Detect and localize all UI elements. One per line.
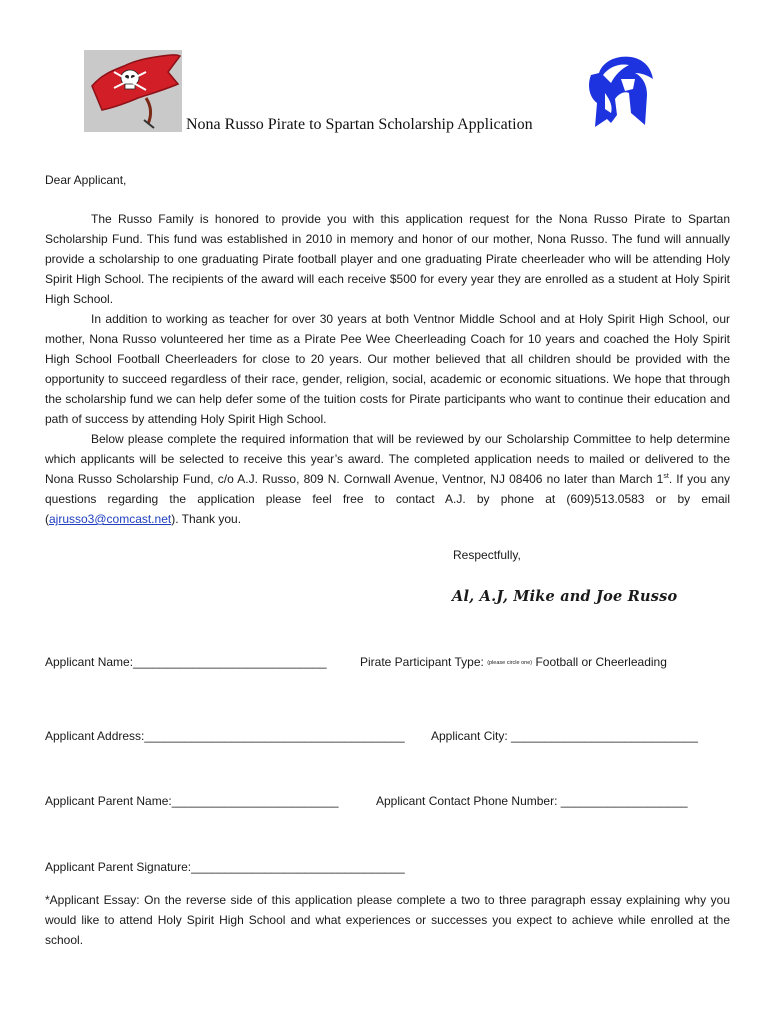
participant-type-field[interactable]: [360, 654, 667, 671]
ordinal-suffix: st: [663, 473, 669, 480]
applicant-name-field[interactable]: Applicant Name:_____________________________: [45, 655, 327, 669]
letter-closing: Respectfully,: [453, 548, 521, 562]
letter-paragraph-3: [45, 429, 730, 529]
letter-body: [45, 170, 730, 529]
essay-instructions: *Applicant Essay: On the reverse side of this application please complete a two to three paragraph essay explaining why you would like to attend Holy Spirit High School and what experiences or successes you expect to achieve while enrolled at the school.: [45, 893, 730, 947]
parent-name-field[interactable]: Applicant Parent Name:_________________________: [45, 794, 339, 808]
letter-paragraph-1: The Russo Family is honored to provide you with this application request for the Nona Russo Pirate to Spartan Scholarship Fund. This fund was established in 2010 in memory and honor of our mother, Nona Russo. The fund will annually provide a scholarship to one graduating Pirate football player and one graduating Pirate cheerleader who will be attending Holy Spirit High School. The recipients of the award will each receive $500 for every year they are enrolled as a student at Holy Spirit High School.: [45, 212, 730, 306]
applicant-address-field[interactable]: Applicant Address:_______________________________________: [45, 729, 405, 743]
paragraph-3-text-b: . If you any questions regarding the application please feel free to contact A.J. by phone at (609)513.0583 or by email (: [45, 472, 730, 526]
participant-type-hint: (please circle one): [487, 659, 533, 666]
parent-signature-field[interactable]: Applicant Parent Signature:________________________________: [45, 860, 405, 874]
participant-type-options[interactable]: Football or Cheerleading: [535, 655, 667, 669]
pirate-flag-logo: [84, 50, 182, 132]
participant-type-label: Pirate Participant Type:: [360, 655, 484, 669]
paragraph-3-text-a: Below please complete the required information that will be reviewed by our Scholarship Committee to help determine which applicants will be selected to receive this year’s award. The completed application needs to mailed or delivered to the Nona Russo Scholarship Fund, c/o A.J. Russo, 809 N. Cornwall Avenue, Ventnor, NJ 08406 no later than March 1: [45, 432, 730, 486]
letter-greeting: Dear Applicant,: [45, 173, 127, 187]
pirate-flag-icon: [84, 50, 182, 132]
letter-signature: Al, A.J, Mike and Joe Russo: [452, 588, 678, 605]
spartan-helmet-logo: [585, 53, 655, 129]
applicant-city-field[interactable]: Applicant City: ____________________________: [431, 729, 698, 743]
spartan-helmet-icon: [585, 53, 655, 129]
page-title: Nona Russo Pirate to Spartan Scholarship Application: [186, 116, 533, 133]
email-link[interactable]: ajrusso3@comcast.net: [49, 512, 172, 526]
contact-phone-field[interactable]: Applicant Contact Phone Number: ___________________: [376, 794, 688, 808]
letter-paragraph-2: In addition to working as teacher for over 30 years at both Ventnor Middle School and at Holy Spirit High School, our mother, Nona Russo volunteered her time as a Pirate Pee Wee Cheerleading Coach for 10 years and coached the Holy Spirit High School Football Cheerleaders for close to 20 years. Our mother believed that all children should be provided with the opportunity to succeed regardless of their race, gender, religion, social, academic or economic situations. We hope that through the scholarship fund we can help defer some of the tuition costs for Pirate participants who want to continue their education and path of success by attending Holy Spirit High School.: [45, 312, 730, 426]
paragraph-3-text-c: ). Thank you.: [171, 512, 242, 526]
